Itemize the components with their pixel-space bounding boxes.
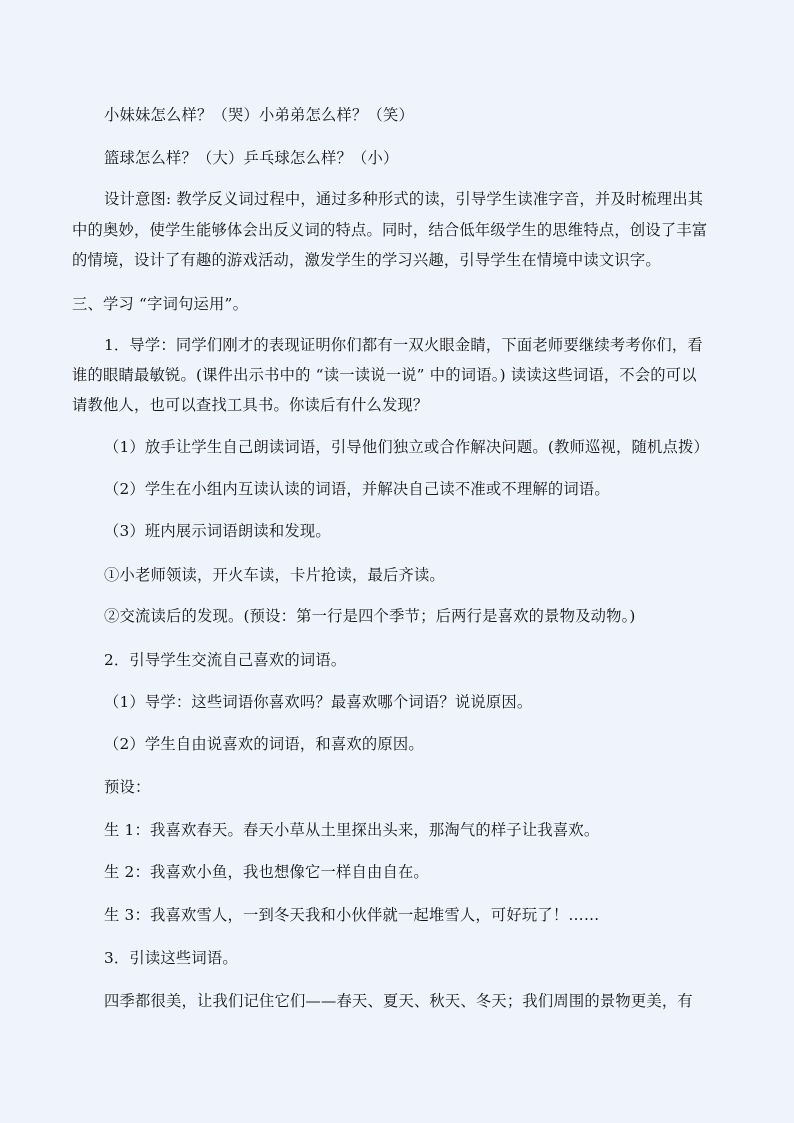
line-kuxiao: 小妹妹怎么样？（哭）小弟弟怎么样？（笑） <box>104 106 414 124</box>
line-sub1: （1）放手让学生自己朗读词语，引导他们独立或合作解决问题。(教师巡视，随机点拨） <box>104 438 709 456</box>
line-daxiao: 篮球怎么样？（大）乒乓球怎么样？（小） <box>104 149 399 167</box>
line-step2-sub2: （2）学生自由说喜欢的词语，和喜欢的原因。 <box>104 735 424 753</box>
line-circled-2: ②交流读后的发现。(预设：第一行是四个季节；后两行是喜欢的景物及动物。) <box>104 607 636 625</box>
line-student-1: 生 1：我喜欢春天。春天小草从土里探出头来，那淘气的样子让我喜欢。 <box>104 821 600 839</box>
line-preset-label: 预设： <box>104 778 151 796</box>
line-step1-3: 请教他人，也可以查找工具书。你读后有什么发现？ <box>72 396 429 414</box>
section-heading-3: 三、学习 “字词句运用”。 <box>72 295 249 313</box>
line-design-intent-3: 的情境，设计了有趣的游戏活动，激发学生的学习兴趣，引导学生在情境中读文识字。 <box>72 251 661 269</box>
line-design-intent-2: 中的奥妙，使学生能够体会出反义词的特点。同时，结合低年级学生的思维特点，创设了丰富 <box>72 221 708 239</box>
line-student-3: 生 3：我喜欢雪人，一到冬天我和小伙伴就一起堆雪人，可好玩了！…… <box>104 906 600 924</box>
line-sub3: （3）班内展示词语朗读和发现。 <box>104 522 331 540</box>
line-design-intent-1: 设计意图: 教学反义词过程中，通过多种形式的读，引导学生读准字音，并及时梳理出其 <box>104 190 704 208</box>
line-step1-2: 谁的眼睛最敏锐。(课件出示书中的 “读一读说一说” 中的词语。) 读读这些词语，不会的可以 <box>72 366 697 384</box>
line-seasons: 四季都很美，让我们记住它们——春天、夏天、秋天、冬天；我们周围的景物更美，有 <box>104 992 693 1010</box>
line-sub2: （2）学生在小组内互读认读的词语，并解决自己读不准或不理解的词语。 <box>104 480 610 498</box>
line-step3: 3．引读这些词语。 <box>104 949 238 967</box>
line-step1-1: 1．导学：同学们刚才的表现证明你们都有一双火眼金睛，下面老师要继续考考你们，看 <box>104 336 703 354</box>
line-step2-sub1: （1）导学：这些词语你喜欢吗？最喜欢哪个词语？说说原因。 <box>104 693 533 711</box>
line-step2: 2．引导学生交流自己喜欢的词语。 <box>104 651 347 669</box>
line-circled-1: ①小老师领读，开火车读，卡片抢读，最后齐读。 <box>104 566 445 584</box>
line-student-2: 生 2：我喜欢小鱼，我也想像它一样自由自在。 <box>104 863 429 881</box>
